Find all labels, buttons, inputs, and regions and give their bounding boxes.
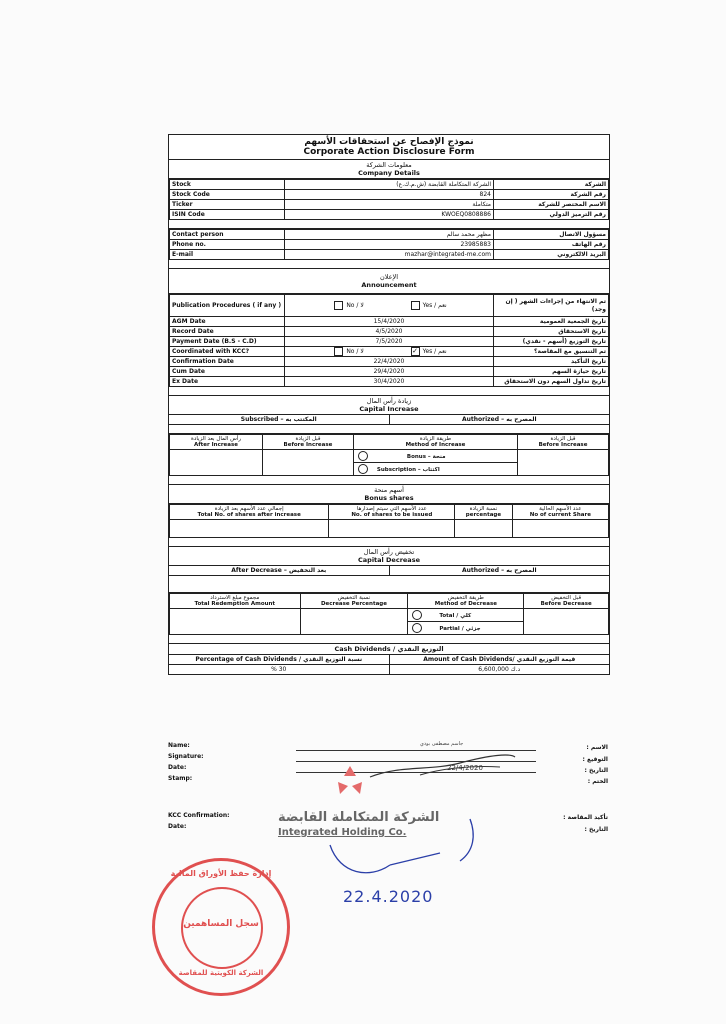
table-row [170, 200, 609, 210]
col-header [524, 594, 609, 609]
seal-bottom-text: الشركة الكويتية للمقاصة [178, 969, 264, 977]
option-no-label: No / لا [346, 348, 364, 355]
spacer [169, 425, 609, 434]
cell [408, 622, 524, 635]
col-ar: طريقة الزيادة [419, 436, 452, 442]
section-title-ar: زيادة رأس المال [366, 397, 412, 405]
date-label-ar: التاريخ : [584, 767, 608, 774]
form-title-en: Corporate Action Disclosure Form [303, 147, 475, 157]
col-ar: رأس المال بعد الزيادة [190, 436, 242, 442]
label-en: Ticker [170, 200, 285, 210]
col-header [329, 505, 455, 520]
capital-decrease-split [169, 566, 609, 576]
bonus-shares-table [169, 504, 609, 538]
label-ar: تاريخ التوزيع (أسهم - نقدي) [494, 337, 609, 347]
col-en: No. of shares to be issued [351, 512, 433, 518]
cell [518, 450, 609, 476]
spacer [169, 387, 609, 396]
table-row [170, 210, 609, 220]
label-ar: تاريخ الاستحقاق [494, 327, 609, 337]
col-header [263, 435, 354, 450]
signature-label: Signature: [168, 753, 204, 760]
label-ar: رقم الترميز الدولي [494, 210, 609, 220]
col-en: Decrease Percentage [320, 601, 387, 607]
value: 7/5/2020 [285, 337, 494, 347]
col-ar: نسبة الزيادة [469, 506, 498, 512]
value: الشركة المتكاملة القابضة (ش.م.ك.ع) [285, 180, 494, 190]
label-en: ISIN Code [170, 210, 285, 220]
spacer [169, 635, 609, 644]
table-row [170, 317, 609, 327]
cell [170, 520, 329, 538]
label-en: Publication Procedures ( if any ) [170, 295, 285, 317]
col-header [512, 505, 608, 520]
seal-middle-text: سجل المساهمين [183, 919, 259, 929]
label-ar: الشركة [494, 180, 609, 190]
company-stamp-ar: الشركة المتكاملة القابضة [278, 810, 440, 825]
cell [512, 520, 608, 538]
col-header [170, 435, 263, 450]
table-row [170, 240, 609, 250]
table-row [170, 450, 609, 463]
label-ar: تاريخ حيازة السهم [494, 367, 609, 377]
col-en: Before Increase [538, 442, 588, 448]
announcement-table [169, 294, 609, 387]
checkbox-no[interactable] [334, 347, 343, 356]
form-header [169, 135, 609, 160]
table-row [170, 357, 609, 367]
spacer [169, 260, 609, 269]
cell [329, 520, 455, 538]
cell [353, 463, 517, 476]
handwritten-signature [360, 745, 520, 785]
checkbox-no[interactable] [334, 301, 343, 310]
kcc-confirmation-label: KCC Confirmation: [168, 812, 230, 819]
radio-total[interactable] [412, 610, 422, 620]
col-en: Before Decrease [540, 601, 592, 607]
label-en: Stock [170, 180, 285, 190]
col-header [170, 505, 329, 520]
name-label-ar: الاسم : [586, 744, 608, 751]
value: 824 [285, 190, 494, 200]
contact-table [169, 229, 609, 260]
label-ar: تم التنسيق مع المقاصة؟ [494, 347, 609, 357]
col-ar: إجمالي عدد الأسهم بعد الزيادة [214, 506, 284, 512]
bonus-shares-header [169, 485, 609, 504]
capital-increase-table [169, 434, 609, 476]
table-row [170, 609, 609, 622]
section-title-ar: أسهم منحة [374, 486, 404, 494]
label-ar: مسؤول الاتصال [494, 230, 609, 240]
col-en: Total No. of shares after increase [197, 512, 301, 518]
after-decrease-label: After Decrease – بعد التخفيض [231, 567, 327, 574]
spacer [169, 538, 609, 547]
kcc-date-label-ar: التاريخ : [584, 826, 608, 833]
cell [263, 450, 354, 476]
label-ar: تاريخ تداول السهم دون الاستحقاق [494, 377, 609, 387]
stamp-label-ar: الختم : [587, 778, 608, 785]
publication-options [285, 295, 494, 317]
value: مظهر محمد سالم [285, 230, 494, 240]
label-ar: رقم الهاتف [494, 240, 609, 250]
label-en: Payment Date (B.S - C.D) [170, 337, 285, 347]
col-header [353, 435, 517, 450]
table-row [170, 190, 609, 200]
col-en: Method of Decrease [434, 601, 497, 607]
cell [353, 450, 517, 463]
col-ar: عدد الأسهم التي سيتم إصدارها [356, 506, 427, 512]
section-title-en: Announcement [361, 281, 417, 289]
section-title: Cash Dividends / التوزيع النقدي [334, 645, 444, 653]
cash-dividends-values [169, 665, 609, 674]
checkbox-yes[interactable] [411, 301, 420, 310]
amt-value: د.ك 6,600,000 [389, 665, 610, 674]
label-ar: تاريخ التأكيد [494, 357, 609, 367]
value: 4/5/2020 [285, 327, 494, 337]
pct-value: % 30 [271, 666, 287, 673]
col-header [455, 505, 512, 520]
label-en: Phone no. [170, 240, 285, 250]
cell [170, 609, 301, 635]
col-ar: قبل التخفيض [551, 595, 582, 601]
label-ar: رقم الشركة [494, 190, 609, 200]
col-en: After Increase [193, 442, 239, 448]
company-details-header [169, 160, 609, 179]
disclosure-form [168, 134, 610, 675]
table-row [170, 180, 609, 190]
table-row [170, 505, 609, 520]
col-ar: مجموع مبلغ الاسترداد [210, 595, 260, 601]
col-ar: نسبة التخفيض [337, 595, 371, 601]
capital-increase-header [169, 396, 609, 415]
section-title-ar: الإعلان [379, 273, 399, 281]
company-details-table [169, 179, 609, 220]
label-en: Coordinated with KCC? [170, 347, 285, 357]
label-en: Cum Date [170, 367, 285, 377]
seal-top-text: إدارة حفظ الأوراق المالية [170, 869, 272, 878]
col-ar: قبل الزيادة [550, 436, 576, 442]
kcc-signature [320, 815, 480, 885]
table-row [170, 594, 609, 609]
section-title-en: Bonus shares [364, 494, 414, 502]
col-header [518, 435, 609, 450]
table-row [170, 435, 609, 450]
col-en: percentage [465, 512, 502, 518]
section-title-en: Company Details [358, 169, 420, 177]
col-en: Total Redemption Amount [194, 601, 276, 607]
label-en: AGM Date [170, 317, 285, 327]
label-en: E-mail [170, 250, 285, 260]
capital-increase-split [169, 415, 609, 425]
stamp-label: Stamp: [168, 775, 193, 782]
capital-decrease-header [169, 547, 609, 566]
radio-bonus[interactable] [358, 451, 368, 461]
spacer [169, 476, 609, 485]
checkbox-yes-checked[interactable]: ✓ [412, 347, 419, 355]
option-yes-label: Yes / نعم [422, 302, 447, 309]
value: mazhar@integrated-me.com [285, 250, 494, 260]
table-row [170, 520, 609, 538]
amt-label: Amount of Cash Dividends/ قيمة التوزيع النقدي [389, 655, 610, 664]
label-en: Confirmation Date [170, 357, 285, 367]
cell [408, 609, 524, 622]
value: 29/4/2020 [285, 367, 494, 377]
table-row [170, 337, 609, 347]
label-en: Record Date [170, 327, 285, 337]
partial-label: Partial / جزئي [439, 625, 481, 632]
radio-partial[interactable] [412, 623, 422, 633]
radio-subscription[interactable] [358, 464, 368, 474]
col-en: No of current Share [529, 512, 591, 518]
col-header [300, 594, 408, 609]
table-row [170, 367, 609, 377]
label-en: Stock Code [170, 190, 285, 200]
value: 15/4/2020 [285, 317, 494, 327]
section-title-ar: تخفيض رأس المال [363, 548, 415, 556]
kcc-date-label: Date: [168, 823, 187, 830]
spacer [169, 220, 609, 229]
label-ar: تم الانتهاء من إجراءات الشهر ( إن وجد) [494, 295, 609, 317]
table-row [170, 377, 609, 387]
section-title-en: Capital Increase [359, 405, 419, 413]
cash-dividends-labels [169, 655, 609, 665]
authorized-label: Authorized – المصرح به [389, 566, 610, 575]
value: متكاملة [285, 200, 494, 210]
col-header [170, 594, 301, 609]
cell [170, 450, 263, 476]
label-ar: الاسم المختصر للشركة [494, 200, 609, 210]
company-logo-icon [330, 762, 370, 798]
cell [524, 609, 609, 635]
pct-label: Percentage of Cash Dividends / نسبة التوزيع النقدي [195, 656, 363, 663]
signed-date: 22/4/2020 [447, 764, 483, 772]
date-label: Date: [168, 764, 187, 771]
bonus-label: Bonus – منحة [406, 453, 446, 460]
col-en: Before Increase [283, 442, 333, 448]
company-stamp-en: Integrated Holding Co. [278, 827, 407, 838]
option-no-label: No / لا [346, 302, 364, 309]
form-title-ar: نموذج الإفصاح عن استحقاقات الأسهم [304, 137, 474, 147]
value: 23985883 [285, 240, 494, 250]
option-yes-label: Yes / نعم [422, 348, 447, 355]
col-ar: طريقة التخفيض [447, 595, 484, 601]
col-ar: قبل الزيادة [295, 436, 321, 442]
cell [300, 609, 408, 635]
signer-name: جاسم مصطفى بودي [420, 741, 464, 747]
section-title-ar: معلومات الشركة [366, 161, 412, 169]
authorized-label: Authorized – المصرح به [389, 415, 610, 424]
table-row [170, 327, 609, 337]
spacer [169, 576, 609, 593]
value: 30/4/2020 [285, 377, 494, 387]
signature-label-ar: التوقيع : [582, 756, 608, 763]
section-title-en: Capital Decrease [358, 556, 420, 564]
capital-decrease-table [169, 593, 609, 635]
table-row [170, 250, 609, 260]
cell [455, 520, 512, 538]
table-row [170, 347, 609, 357]
value: KWOEQ0808886 [285, 210, 494, 220]
table-row [170, 230, 609, 240]
value: 22/4/2020 [285, 357, 494, 367]
kcc-seal [152, 858, 290, 996]
label-en: Contact person [170, 230, 285, 240]
col-header [408, 594, 524, 609]
label-en: Ex Date [170, 377, 285, 387]
coordinated-options [285, 347, 494, 357]
subscribed-label: Subscribed – المكتتب به [240, 416, 317, 423]
col-ar: عدد الأسهم الحالية [539, 506, 582, 512]
label-ar: تاريخ الجمعية العمومية [494, 317, 609, 327]
announcement-header [169, 269, 609, 294]
handwritten-date: 22.4.2020 [343, 887, 434, 906]
table-row [170, 295, 609, 317]
total-label: Total / كلي [439, 612, 472, 619]
kcc-confirmation-label-ar: تأكيد المقاصة : [563, 814, 608, 821]
subscription-label: Subscription – اكتتاب [376, 466, 440, 473]
col-en: Method of Increase [405, 442, 466, 448]
label-ar: البريد الالكتروني [494, 250, 609, 260]
name-label: Name: [168, 742, 190, 749]
cash-dividends-header [169, 644, 609, 655]
